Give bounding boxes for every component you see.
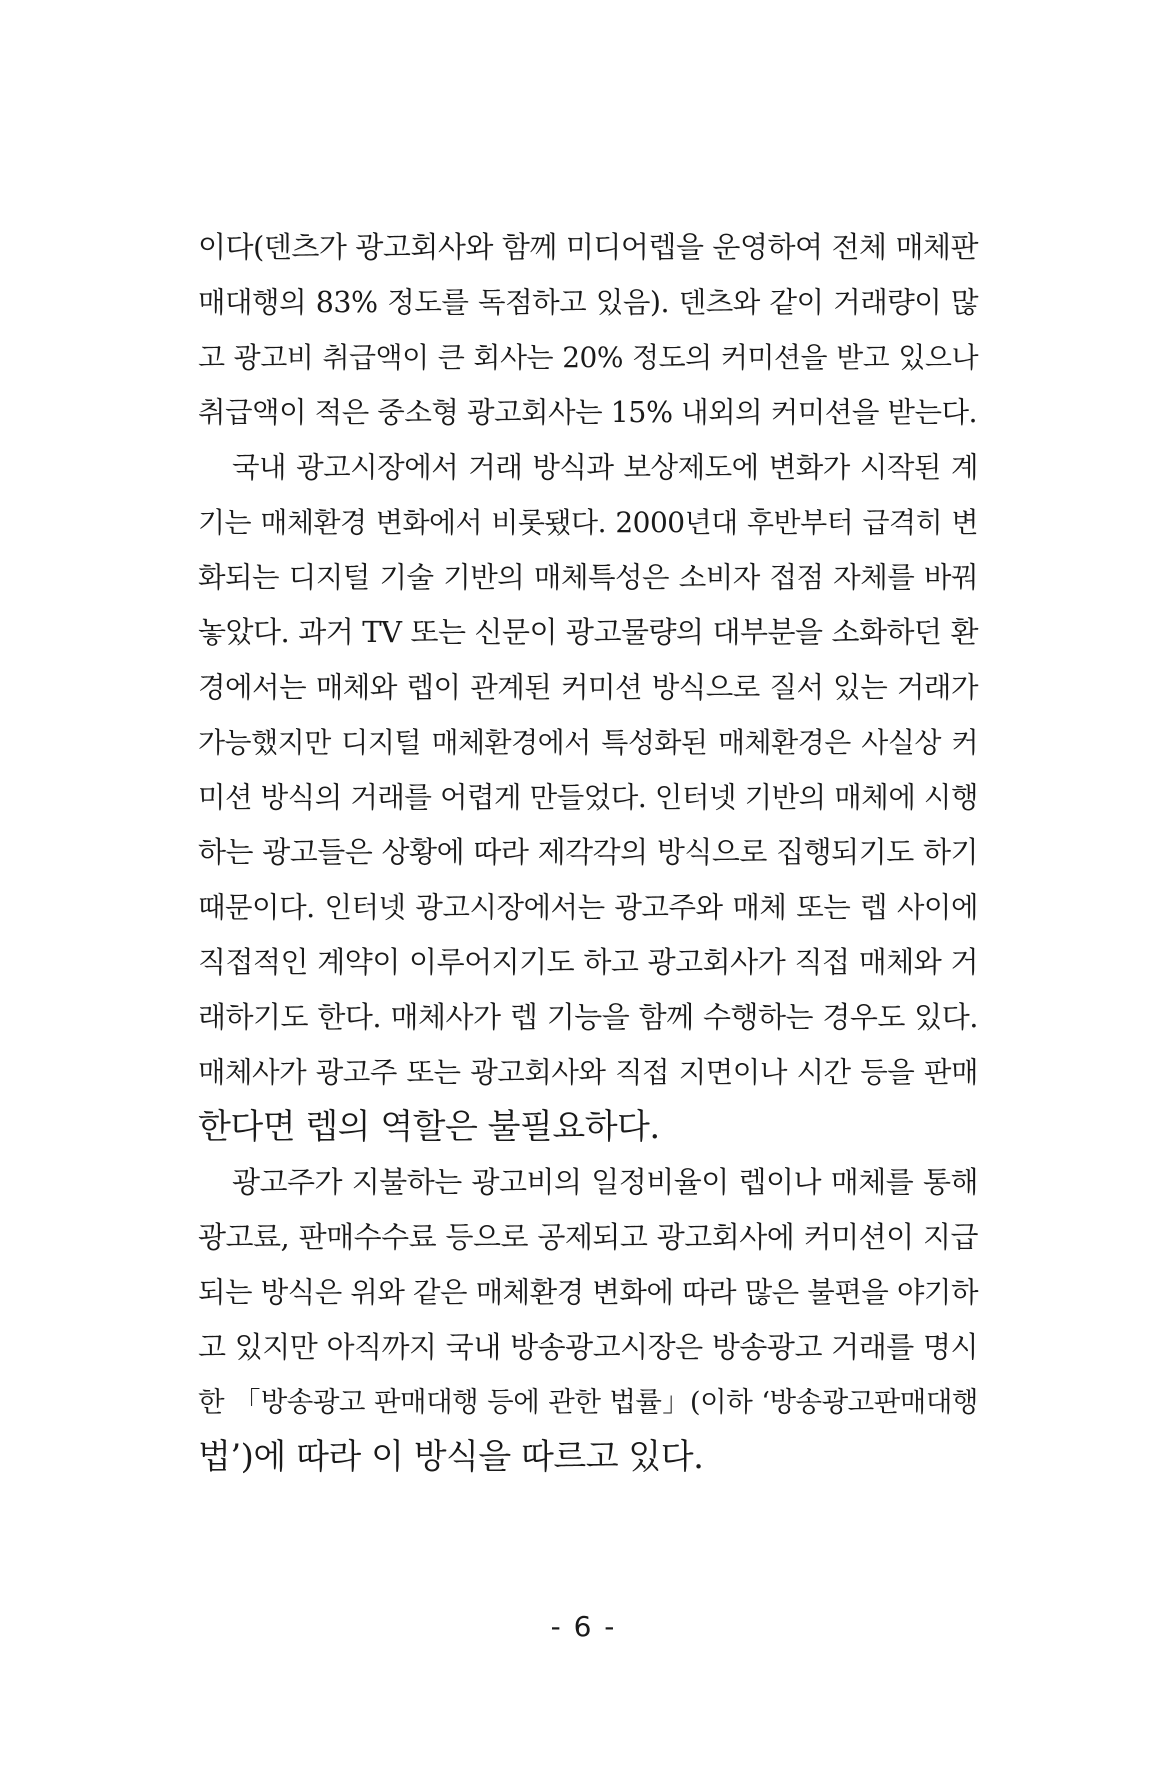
text-line: 직접적인 계약이 이루어지기도 하고 광고회사가 직접 매체와 거 <box>198 945 978 979</box>
text-line: 놓았다. 과거 TV 또는 신문이 광고물량의 대부분을 소화하던 환 <box>198 615 978 649</box>
text-line: 이다(덴츠가 광고회사와 함께 미디어렙을 운영하여 전체 매체판 <box>198 230 978 264</box>
text-line: 가능했지만 디지털 매체환경에서 특성화된 매체환경은 사실상 커 <box>198 726 978 759</box>
text-line: 법’)에 따라 이 방식을 따르고 있다. <box>198 1437 704 1477</box>
text-line: 때문이다. 인터넷 광고시장에서는 광고주와 매체 또는 렙 사이에 <box>198 891 978 924</box>
text-line: 고 있지만 아직까지 국내 방송광고시장은 방송광고 거래를 명시 <box>198 1330 978 1364</box>
text-line: 광고료, 판매수수료 등으로 공제되고 광고회사에 커미션이 지급 <box>198 1220 978 1254</box>
text-line: 기는 매체환경 변화에서 비롯됐다. 2000년대 후반부터 급격히 변 <box>198 506 978 539</box>
text-line: 화되는 디지털 기술 기반의 매체특성은 소비자 접점 자체를 바꿔 <box>198 561 978 594</box>
text-line: 매대행의 83% 정도를 독점하고 있음). 덴츠와 같이 거래량이 많 <box>198 286 978 319</box>
paragraph-2 <box>198 440 978 1155</box>
page-number: - 6 - <box>550 1610 617 1643</box>
text-line: 매체사가 광고주 또는 광고회사와 직접 지면이나 시간 등을 판매 <box>198 1056 978 1089</box>
text-line: 국내 광고시장에서 거래 방식과 보상제도에 변화가 시작된 계 <box>232 451 978 484</box>
text-line: 한 「방송광고 판매대행 등에 관한 법률」(이하 ‘방송광고판매대행 <box>198 1386 978 1418</box>
text-line: 광고주가 지불하는 광고비의 일정비율이 렙이나 매체를 통해 <box>232 1165 978 1199</box>
document-body <box>198 220 978 1485</box>
text-line: 미션 방식의 거래를 어렵게 만들었다. 인터넷 기반의 매체에 시행 <box>198 781 978 814</box>
text-line: 경에서는 매체와 렙이 관계된 커미션 방식으로 질서 있는 거래가 <box>198 671 978 704</box>
text-line: 하는 광고들은 상황에 따라 제각각의 방식으로 집행되기도 하기 <box>198 835 978 869</box>
text-line: 래하기도 한다. 매체사가 렙 기능을 함께 수행하는 경우도 있다. <box>198 1000 978 1034</box>
text-line: 고 광고비 취급액이 큰 회사는 20% 정도의 커미션을 받고 있으나 <box>198 341 978 374</box>
paragraph-1 <box>198 220 978 440</box>
text-line: 되는 방식은 위와 같은 매체환경 변화에 따라 많은 불편을 야기하 <box>198 1276 978 1309</box>
text-line: 취급액이 적은 중소형 광고회사는 15% 내외의 커미션을 받는다. <box>198 396 978 429</box>
paragraph-3 <box>198 1155 978 1485</box>
text-line: 한다면 렙의 역할은 불필요하다. <box>198 1107 660 1147</box>
